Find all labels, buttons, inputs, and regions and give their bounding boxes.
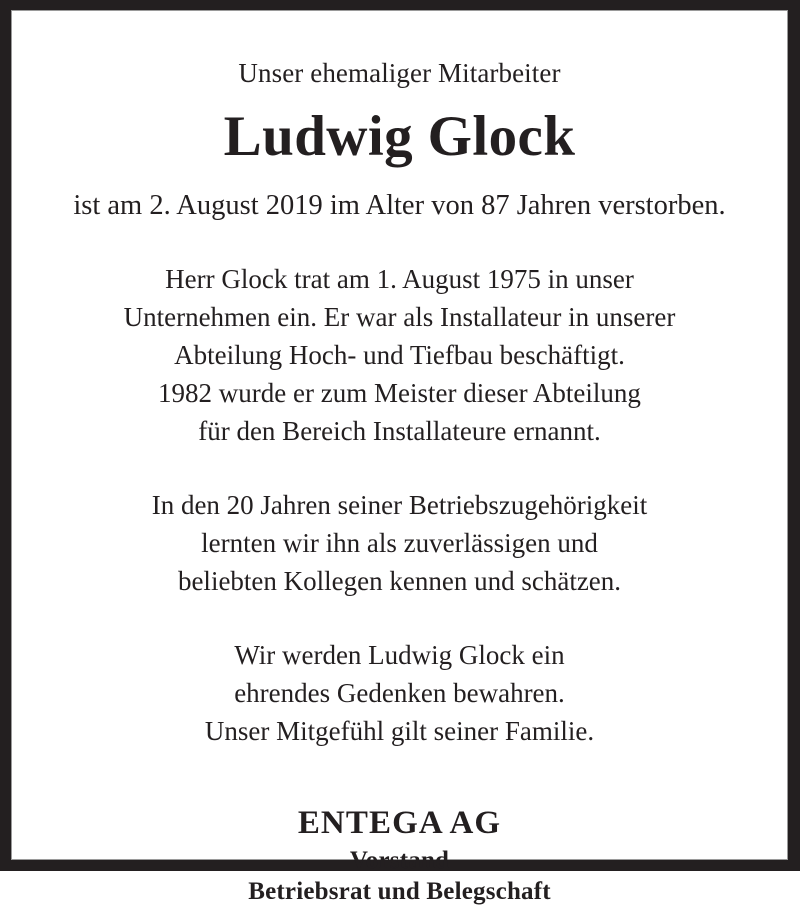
intro-line: Unser ehemaliger Mitarbeiter — [238, 58, 561, 88]
death-statement: ist am 2. August 2019 im Alter von 87 Jahren verstorben. — [73, 190, 726, 221]
deceased-name: Ludwig Glock — [223, 105, 576, 168]
body-paragraph-1 — [26, 224, 773, 450]
paragraph-line: für den Bereich Installateure ernannt. — [198, 416, 601, 446]
paragraph-line: Unser Mitgefühl gilt seiner Familie. — [204, 716, 595, 746]
paragraph-line: 1982 wurde er zum Meister dieser Abteilung — [158, 378, 641, 408]
notice-content — [12, 11, 787, 907]
signature-block — [26, 750, 773, 907]
paragraph-line: ehrendes Gedenken bewahren. — [234, 678, 565, 708]
paragraph-line: Unternehmen ein. Er war als Installateur in unserer — [123, 302, 676, 332]
paragraph-line: Herr Glock trat am 1. August 1975 in unser — [165, 264, 634, 294]
body-paragraph-2 — [26, 450, 773, 600]
paragraph-line: In den 20 Jahren seiner Betriebszugehörigkeit — [151, 490, 648, 520]
company-name: ENTEGA AG — [297, 805, 502, 841]
signature-role-betriebsrat: Betriebsrat und Belegschaft — [248, 878, 551, 905]
body-paragraph-3 — [26, 600, 773, 750]
signature-role-vorstand: Vorstand — [349, 847, 450, 874]
paragraph-line: Abteilung Hoch- und Tiefbau beschäftigt. — [174, 340, 625, 370]
paragraph-line: Wir werden Ludwig Glock ein — [234, 640, 565, 670]
notice-card — [11, 10, 788, 905]
paragraph-line: lernten wir ihn als zuverlässigen und — [201, 528, 598, 558]
paragraph-line: beliebten Kollegen kennen und schätzen. — [177, 566, 622, 596]
